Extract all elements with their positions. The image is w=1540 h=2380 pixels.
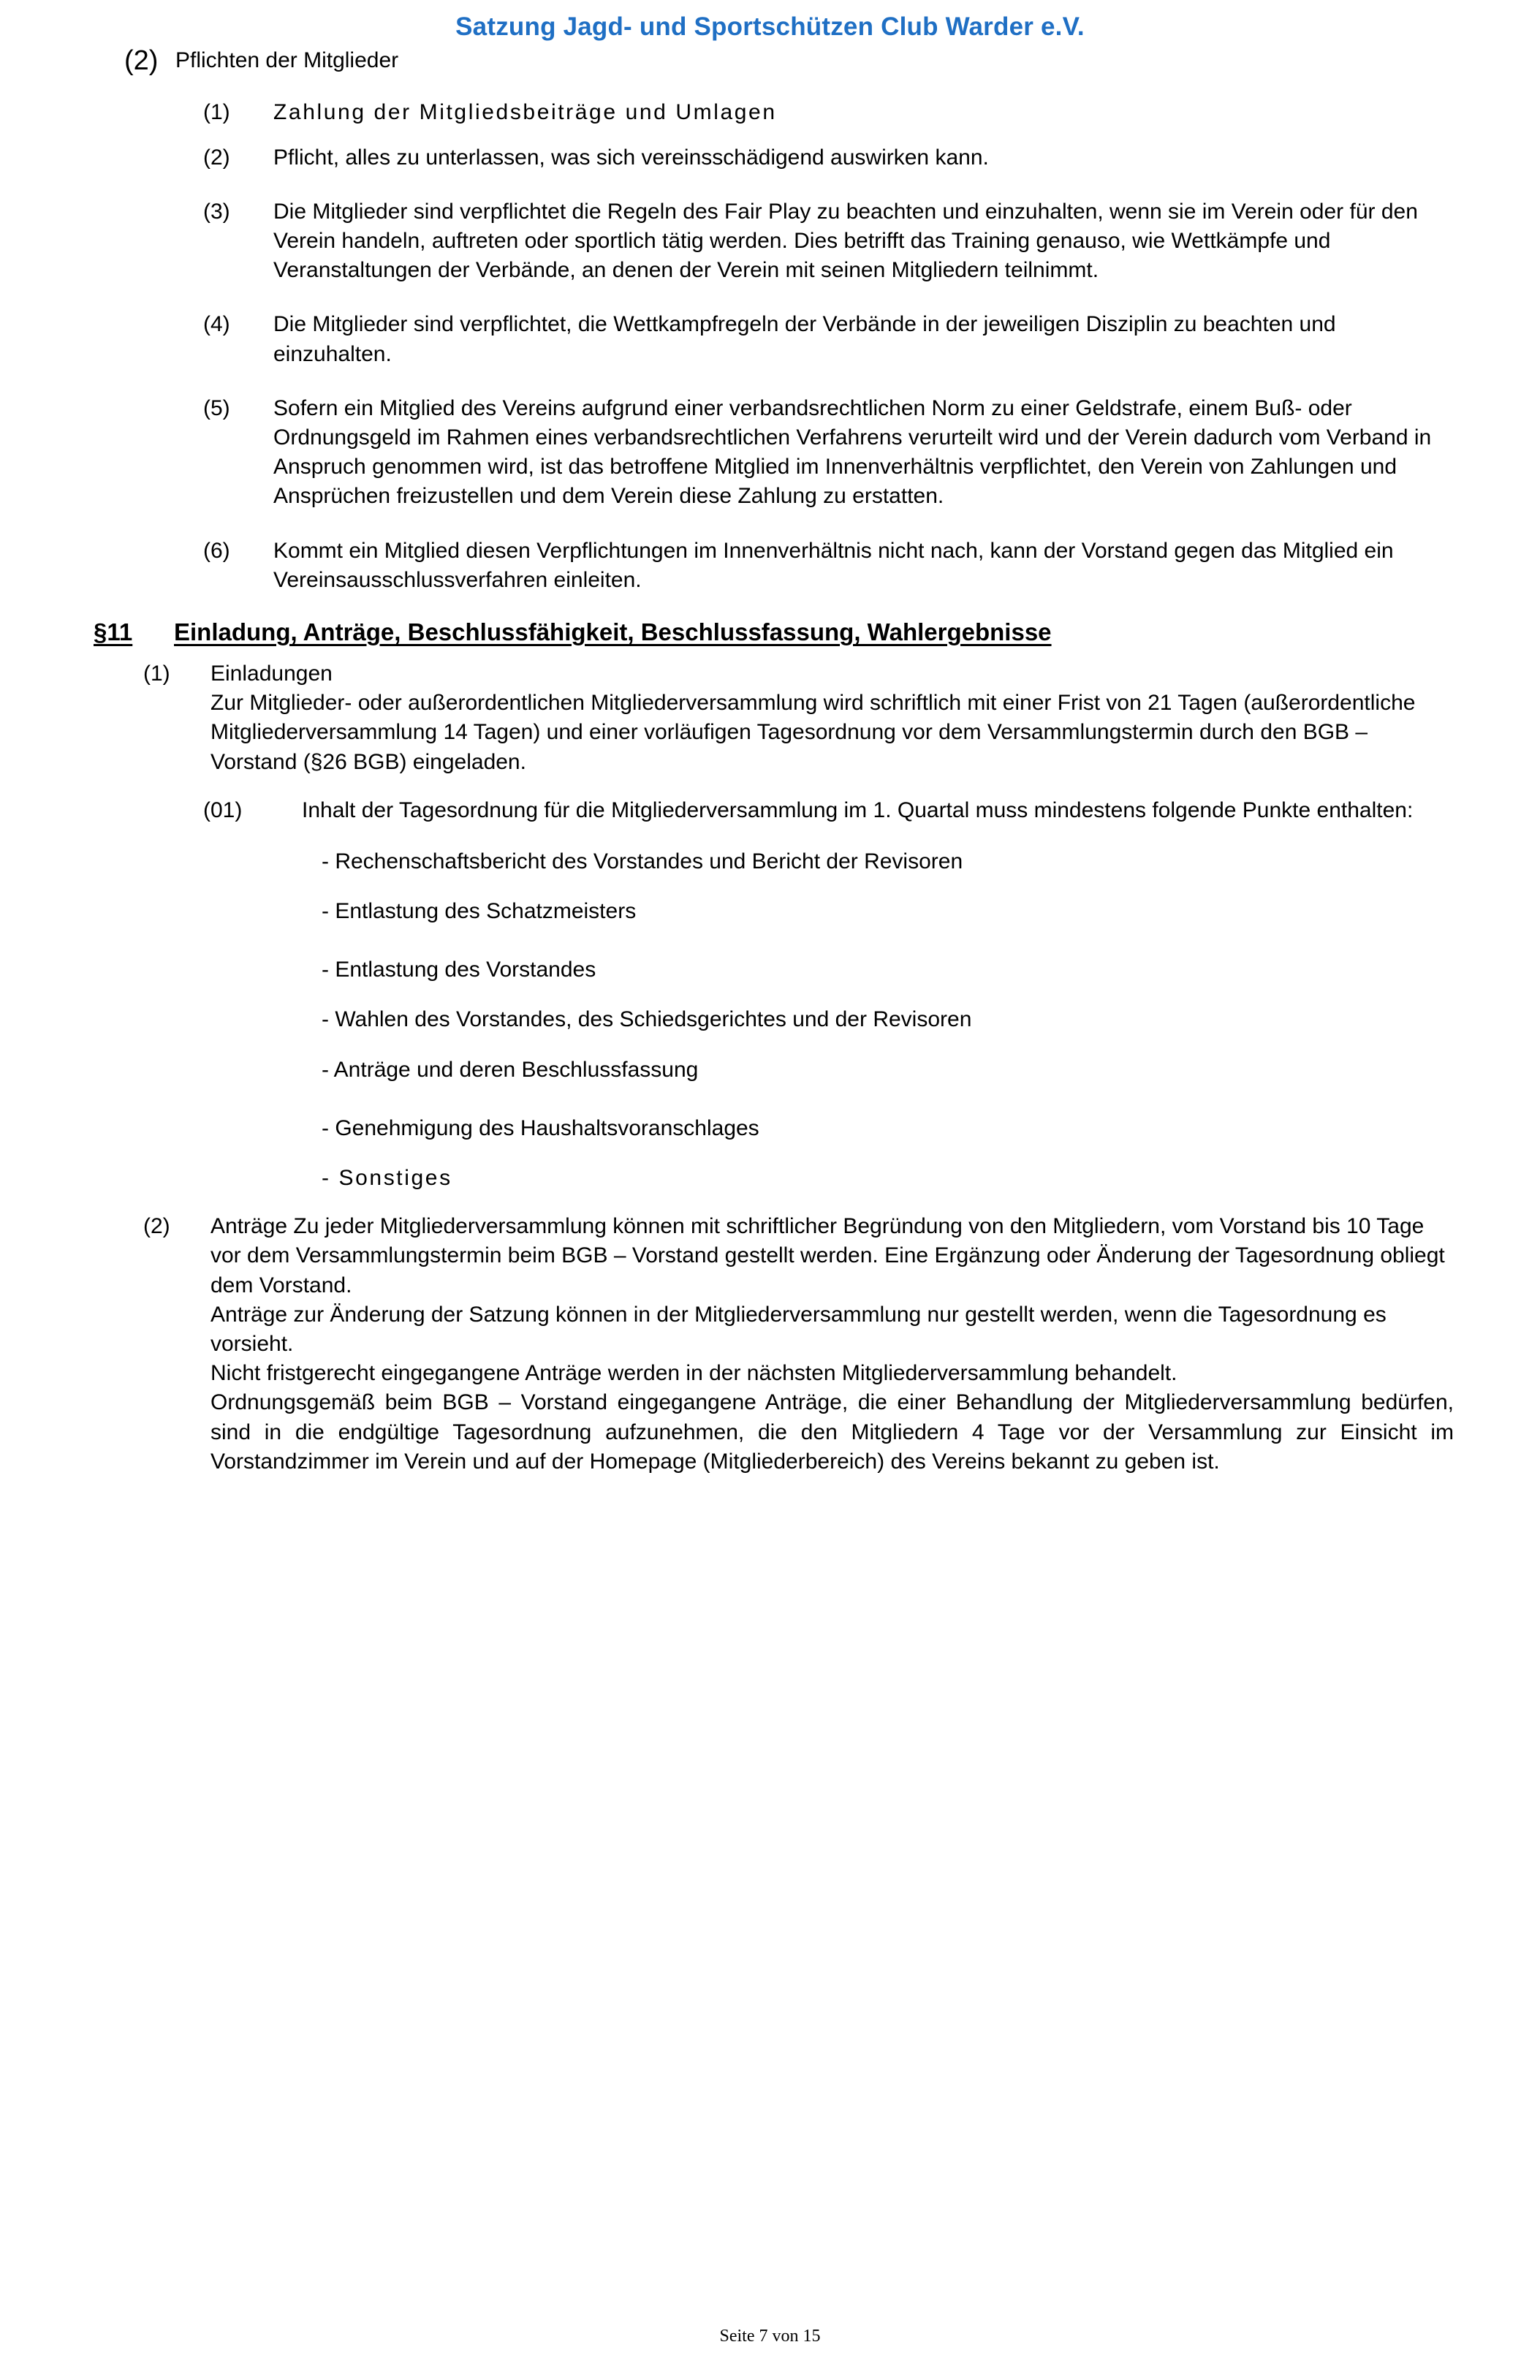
tagesordnung-bullet-list [86,847,1454,1193]
list-item: - Anträge und deren Beschlussfassung [322,1057,699,1082]
sub1-title: Einladungen [210,661,333,686]
sub2-paragraph: Anträge Zu jeder Mitgliederversammlung können mit schriftlicher Begründung von den Mitgliedern, vom Vorstand bis 10 Tage vor dem Versammlungstermin beim BGB – Vorstand gestellt werden. Eine Ergänzung oder Änderung der Tagesordnung obliegt dem Vorstand. [210,1214,1445,1297]
list-item: - Genehmigung des Haushaltsvoranschlages [322,1115,759,1140]
item-marker: (3) [203,199,230,224]
section-pflichten-marker: (2) [124,45,159,76]
item-text: Sofern ein Mitglied des Vereins aufgrund einer verbandsrechtlichen Norm zu einer Geldstrafe, einem Buß- oder Ordnungsgeld im Rahmen eines verbandsrechtlichen Verfahrens verurteilt wird und der Verein dadurch vom Verband in Anspruch genommen wird, ist das betroffene Mitglied im Innenverhältnis verpflichtet, den Verein von Zahlungen und Ansprüchen freizustellen und dem Verein diese Zahlung zu erstatten. [273,395,1432,509]
document-body [0,46,1540,1477]
item-marker: (6) [203,538,230,563]
section-11-title: Einladung, Anträge, Beschlussfähigkeit, Beschlussfassung, Wahlergebnisse [174,618,1052,645]
sub1-body [196,659,1454,777]
item-text: Die Mitglieder sind verpflichtet die Regeln des Fair Play zu beachten und einzuhalten, wenn sie im Verein oder für den Verein handeln, auftreten oder sportlich tätig werden. Dies betrifft das Training genauso, wie Wettkämpfe und Veranstaltungen der Verbände, an denen der Verein mit seinen Mitgliedern teilnimmt. [273,199,1418,283]
list-item: - Wahlen des Vorstandes, des Schiedsgerichtes und der Revisoren [322,1007,972,1032]
sub1-text: Zur Mitglieder- oder außerordentlichen Mitgliederversammlung wird schriftlich mit einer Frist von 21 Tagen (außerordentliche Mitgliederversammlung 14 Tagen) und einer vorläufigen Tagesordnung vor dem Versammlungstermin durch den BGB – Vorstand (§26 BGB) eingeladen. [210,691,1416,774]
list-item: - Rechenschaftsbericht des Vorstandes und Bericht der Revisoren [322,849,963,873]
sub2-paragraph: Nicht fristgerecht eingegangene Anträge werden in der nächsten Mitgliederversammlung behandelt. [210,1361,1177,1386]
list-item [86,537,1454,595]
list-item [86,310,1454,368]
section-11-sub01 [86,796,1454,825]
list-item: - Entlastung des Schatzmeisters [322,899,637,924]
list-item: - Entlastung des Vorstandes [322,958,596,982]
item-marker: (2) [203,145,230,170]
sub01-marker: (01) [203,797,243,822]
item-text: Die Mitglieder sind verpflichtet, die Wettkampfregeln der Verbände in der jeweiligen Disziplin zu beachten und einzuhalten. [273,312,1336,366]
page-footer: Seite 7 von 15 [719,2327,821,2346]
sub2-body [196,1212,1454,1477]
section-11-sub1 [86,659,1454,777]
sub1-marker: (1) [143,661,170,686]
list-item [86,394,1454,512]
section-pflichten-title: Pflichten der Mitglieder [175,48,399,72]
section-11-sub2 [86,1212,1454,1477]
item-marker: (4) [203,312,230,337]
document-header-title: Satzung Jagd- und Sportschützen Club Warder e.V. [455,12,1085,41]
section-pflichten-heading [86,46,1454,76]
section-11-heading [86,618,1454,646]
section-11-number: §11 [94,618,133,645]
item-marker: (1) [203,99,230,124]
list-item [86,143,1454,173]
item-text: Pflicht, alles zu unterlassen, was sich vereinsschädigend auswirken kann. [273,145,989,170]
list-item [86,197,1454,286]
sub2-paragraph: Anträge zur Änderung der Satzung können in der Mitgliederversammlung nur gestellt werden, wenn die Tagesordnung es vorsieht. [210,1302,1387,1356]
item-marker: (5) [203,395,230,420]
sub2-paragraph: Ordnungsgemäß beim BGB – Vorstand eingegangene Anträge, die einer Behandlung der Mitgliederversammlung bedürfen, sind in die endgültige Tagesordnung aufzunehmen, die den Mitgliedern 4 Tage vor der Versammlung zur Einsicht im Vorstandzimmer im Verein und auf der Homepage (Mitgliederbereich) des Vereins bekannt zu geben ist. [210,1390,1454,1474]
item-text: Zahlung der Mitgliedsbeiträge und Umlagen [273,99,777,124]
sub01-text: Inhalt der Tagesordnung für die Mitgliederversammlung im 1. Quartal muss mindestens folgende Punkte enthalten: [302,797,1414,822]
sub2-marker: (2) [143,1214,170,1239]
list-item [86,98,1454,127]
item-text: Kommt ein Mitglied diesen Verpflichtungen im Innenverhältnis nicht nach, kann der Vorstand gegen das Mitglied ein Vereinsausschlussverfahren einleiten. [273,538,1394,592]
list-item: - Sonstiges [322,1166,452,1191]
